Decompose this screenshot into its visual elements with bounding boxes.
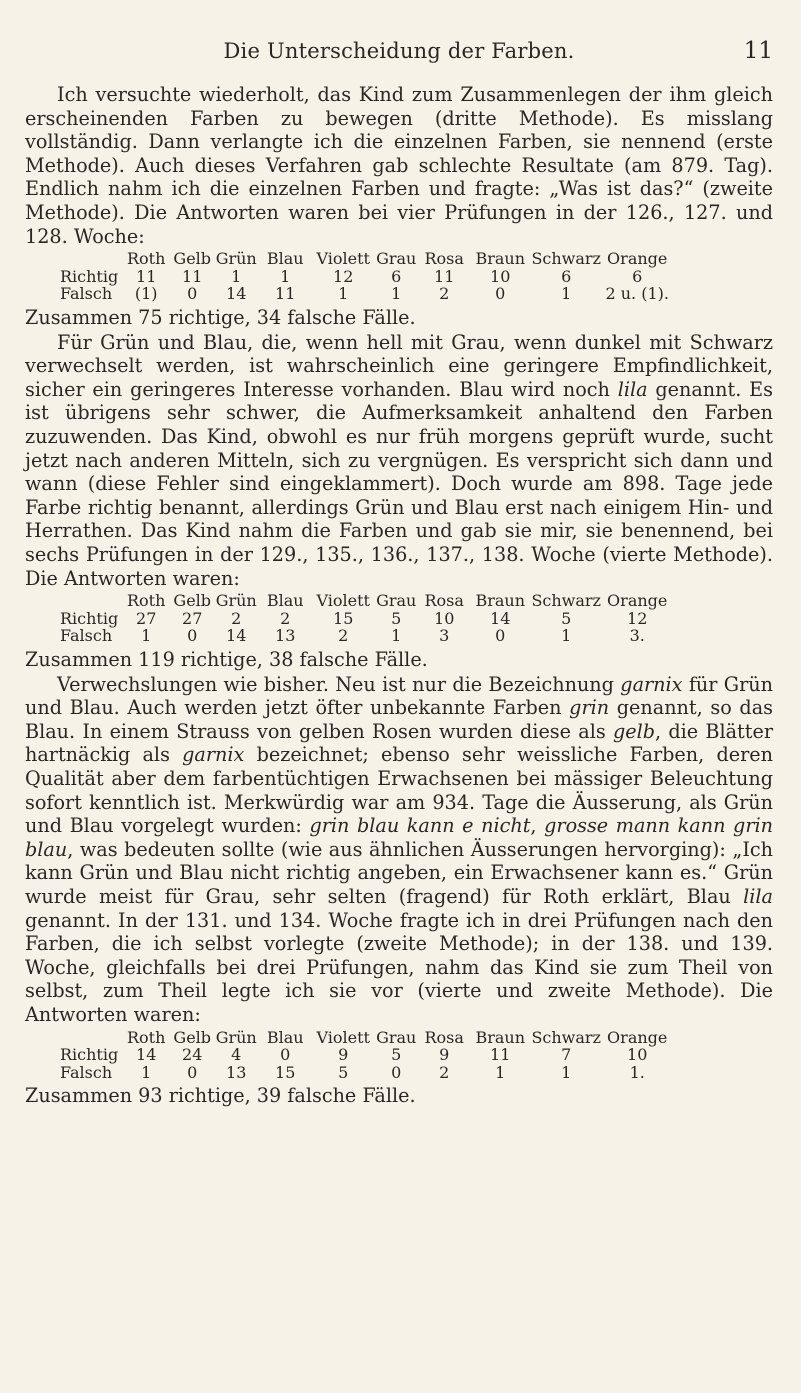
table-cell: 7: [561, 1045, 572, 1065]
table-cell: 0: [187, 626, 198, 646]
column-header: Violett: [316, 591, 370, 611]
table-cell: 10: [627, 1045, 648, 1065]
table-cell: 11: [434, 266, 455, 286]
table-row: [60, 1046, 672, 1064]
table-cell: 2: [280, 608, 291, 628]
table-3-total: Zusammen 93 richtige, 39 falsche Fälle.: [25, 1084, 416, 1108]
paragraph-1: Ich versuchte wiederholt, das Kind zum Zusammenlegen der ihm gleich erscheinenden Farben zu bewegen (dritte Methode). Es misslang vollständig. Dann verlangte ich die einzelnen Farben, sie nennend (erste Methode). Auch dieses Verfahren gab schlechte Resultate (am 879. Tag). Endlich nahm ich die einzelnen Farben und fragte: „Was ist das?“ (zweite Methode). Die Antworten waren bei vier Prüfungen in der 126., 127. und 128. Woche:: [25, 83, 773, 248]
table-cell: 27: [182, 608, 203, 628]
table-cell: 13: [275, 626, 296, 646]
table-cell: 3.: [629, 626, 645, 646]
running-title: Die Unterscheidung der Farben.: [223, 39, 575, 63]
column-header: Gelb: [173, 1027, 212, 1047]
table-cell: 11: [275, 284, 296, 304]
table-cell: 1: [338, 284, 349, 304]
table-cell: 6: [561, 266, 572, 286]
row-label: Richtig: [60, 266, 119, 286]
column-header: Orange: [607, 1027, 668, 1047]
table-row: [60, 1064, 672, 1082]
column-header: Braun: [475, 249, 525, 269]
table-cell: 4: [231, 1045, 242, 1065]
column-header: Blau: [266, 591, 304, 611]
table-cell: 14: [226, 626, 247, 646]
table-cell: 6: [391, 266, 402, 286]
table-cell: 5: [338, 1062, 349, 1082]
column-header: Blau: [266, 1027, 304, 1047]
column-header: Rosa: [424, 1027, 464, 1047]
column-header: Blau: [266, 249, 304, 269]
table-cell: 1: [141, 626, 152, 646]
table-cell: 9: [439, 1045, 450, 1065]
table-cell: 1: [391, 284, 402, 304]
paragraph-2: Für Grün und Blau, die, wenn hell mit Grau, wenn dunkel mit Schwarz verwechselt werden, ist wahrscheinlich eine geringere Empfindlichkeit, sicher ein geringeres Interesse vorhanden. Blau wird noch lila genannt. Es ist übrigens sehr schwer, die Aufmerksamkeit anhaltend den Farben zuzuwenden. Das Kind, obwohl es nur früh morgens geprüft wurde, sucht jetzt nach anderen Mitteln, sich zu vergnügen. Es verspricht sich dann und wann (diese Fehler sind eingeklammert). Doch wurde am 898. Tage jede Farbe richtig benannt, allerdings Grün und Blau erst nach einigem Hin- und Herrathen. Das Kind nahm die Farben und gab sie mir, sie benennend, bei sechs Prüfungen in der 129., 135., 136., 137., 138. Woche (vierte Methode). Die Antworten waren:: [25, 330, 773, 590]
table-row: [60, 627, 672, 645]
column-header: Grün: [215, 591, 257, 611]
paragraph-3: Verwechslungen wie bisher. Neu ist nur die Bezeichnung garnix für Grün und Blau. Auch werden jetzt öfter unbekannte Farben grin genannt, so das Blau. In einem Strauss von gelben Rosen wurden diese als gelb, die Blätter hartnäckig als garnix bezeichnet; ebenso sehr weissliche Farben, deren Qualität aber dem farbentüchtigen Erwachsenen bei mässiger Beleuchtung sofort kenntlich ist. Merkwürdig war am 934. Tage die Äusserung, als Grün und Blau vorgelegt wurden: grin blau kann e nicht, grosse mann kann grin blau, was bedeuten sollte (wie aus ähnlichen Äusserungen hervorging): „Ich kann Grün und Blau nicht richtig angeben, ein Erwachsener kann es.“ Grün wurde meist für Grau, sehr selten (fragend) für Roth erklärt, Blau lila genannt. In der 131. und 134. Woche fragte ich in drei Prüfungen nach den Farben, die ich selbst vorlegte (zweite Methode); in der 138. und 139. Woche, gleichfalls bei drei Prüfungen, nahm das Kind sie zum Theil von selbst, zum Theil legte ich sie vor (vierte und zweite Methode). Die Antworten waren:: [25, 672, 774, 1026]
column-header: Schwarz: [531, 591, 601, 611]
table-cell: 1: [561, 626, 572, 646]
table-cell: 1: [495, 1062, 506, 1082]
table-cell: (1): [134, 284, 158, 304]
column-header: Grau: [376, 591, 417, 611]
table-cell: 3: [439, 626, 450, 646]
page-number: 11: [743, 38, 773, 64]
table-header-row: [60, 250, 672, 268]
row-label: Richtig: [60, 608, 119, 628]
table-cell: 0: [187, 1062, 198, 1082]
table-row: [60, 268, 672, 286]
table-cell: 5: [391, 608, 402, 628]
table-cell: 15: [333, 608, 354, 628]
table-cell: 1: [561, 284, 572, 304]
column-header: Grün: [215, 1027, 257, 1047]
column-header: Schwarz: [531, 1027, 601, 1047]
table-cell: 1: [280, 266, 291, 286]
results-table-3: [60, 1029, 672, 1082]
table-row: [60, 610, 672, 628]
column-header: Violett: [316, 249, 370, 269]
table-cell: 11: [136, 266, 157, 286]
row-label-header: [60, 250, 122, 268]
table-cell: 1: [231, 266, 242, 286]
table-cell: 27: [136, 608, 157, 628]
table-cell: 0: [495, 284, 506, 304]
column-header: Grau: [376, 249, 417, 269]
table-cell: 13: [226, 1062, 247, 1082]
column-header: Orange: [607, 591, 668, 611]
table-cell: 24: [182, 1045, 203, 1065]
column-header: Schwarz: [531, 249, 601, 269]
results-table-2: [60, 592, 672, 645]
table-header-row: [60, 592, 672, 610]
row-label: Richtig: [60, 1045, 119, 1065]
table-cell: 12: [333, 266, 354, 286]
column-header: Roth: [127, 249, 166, 269]
table-cell: 14: [136, 1045, 157, 1065]
results-table-1: [60, 250, 672, 303]
running-header: [25, 34, 773, 68]
table-cell: 5: [561, 608, 572, 628]
table-cell: 14: [226, 284, 247, 304]
table-cell: 0: [391, 1062, 402, 1082]
table-1-total: Zusammen 75 richtige, 34 falsche Fälle.: [25, 305, 416, 329]
table-cell: 10: [434, 608, 455, 628]
table-row: [60, 285, 672, 303]
table-cell: 2: [231, 608, 242, 628]
table-cell: 11: [182, 266, 203, 286]
column-header: Rosa: [424, 249, 464, 269]
table-cell: 12: [627, 608, 648, 628]
table-cell: 15: [275, 1062, 296, 1082]
column-header: Roth: [127, 591, 166, 611]
table-header-row: [60, 1029, 672, 1047]
table-cell: 0: [187, 284, 198, 304]
column-header: Grün: [215, 249, 257, 269]
table-cell: 14: [490, 608, 511, 628]
row-label-header: [60, 1029, 122, 1047]
column-header: Rosa: [424, 591, 464, 611]
column-header: Roth: [127, 1027, 166, 1047]
table-cell: 2: [439, 284, 450, 304]
column-header: Gelb: [173, 591, 212, 611]
table-cell: 0: [495, 626, 506, 646]
column-header: Gelb: [173, 249, 212, 269]
column-header: Grau: [376, 1027, 417, 1047]
column-header: Orange: [607, 249, 668, 269]
table-cell: 6: [632, 266, 643, 286]
table-cell: 1: [141, 1062, 152, 1082]
table-2-total: Zusammen 119 richtige, 38 falsche Fälle.: [25, 647, 428, 671]
row-label: Falsch: [60, 1062, 113, 1082]
column-header: Braun: [475, 1027, 525, 1047]
table-cell: 10: [490, 266, 511, 286]
row-label: Falsch: [60, 626, 113, 646]
column-header: Braun: [475, 591, 525, 611]
table-cell: 5: [391, 1045, 402, 1065]
column-header: Violett: [316, 1027, 370, 1047]
table-cell: 1.: [629, 1062, 645, 1082]
table-cell: 2 u. (1).: [605, 284, 669, 304]
row-label-header: [60, 592, 122, 610]
table-cell: 1: [561, 1062, 572, 1082]
row-label: Falsch: [60, 284, 113, 304]
table-cell: 1: [391, 626, 402, 646]
body-text: [25, 83, 773, 1109]
table-cell: 9: [338, 1045, 349, 1065]
table-cell: 2: [439, 1062, 450, 1082]
table-cell: 11: [490, 1045, 511, 1065]
table-cell: 2: [338, 626, 349, 646]
table-cell: 0: [280, 1045, 291, 1065]
